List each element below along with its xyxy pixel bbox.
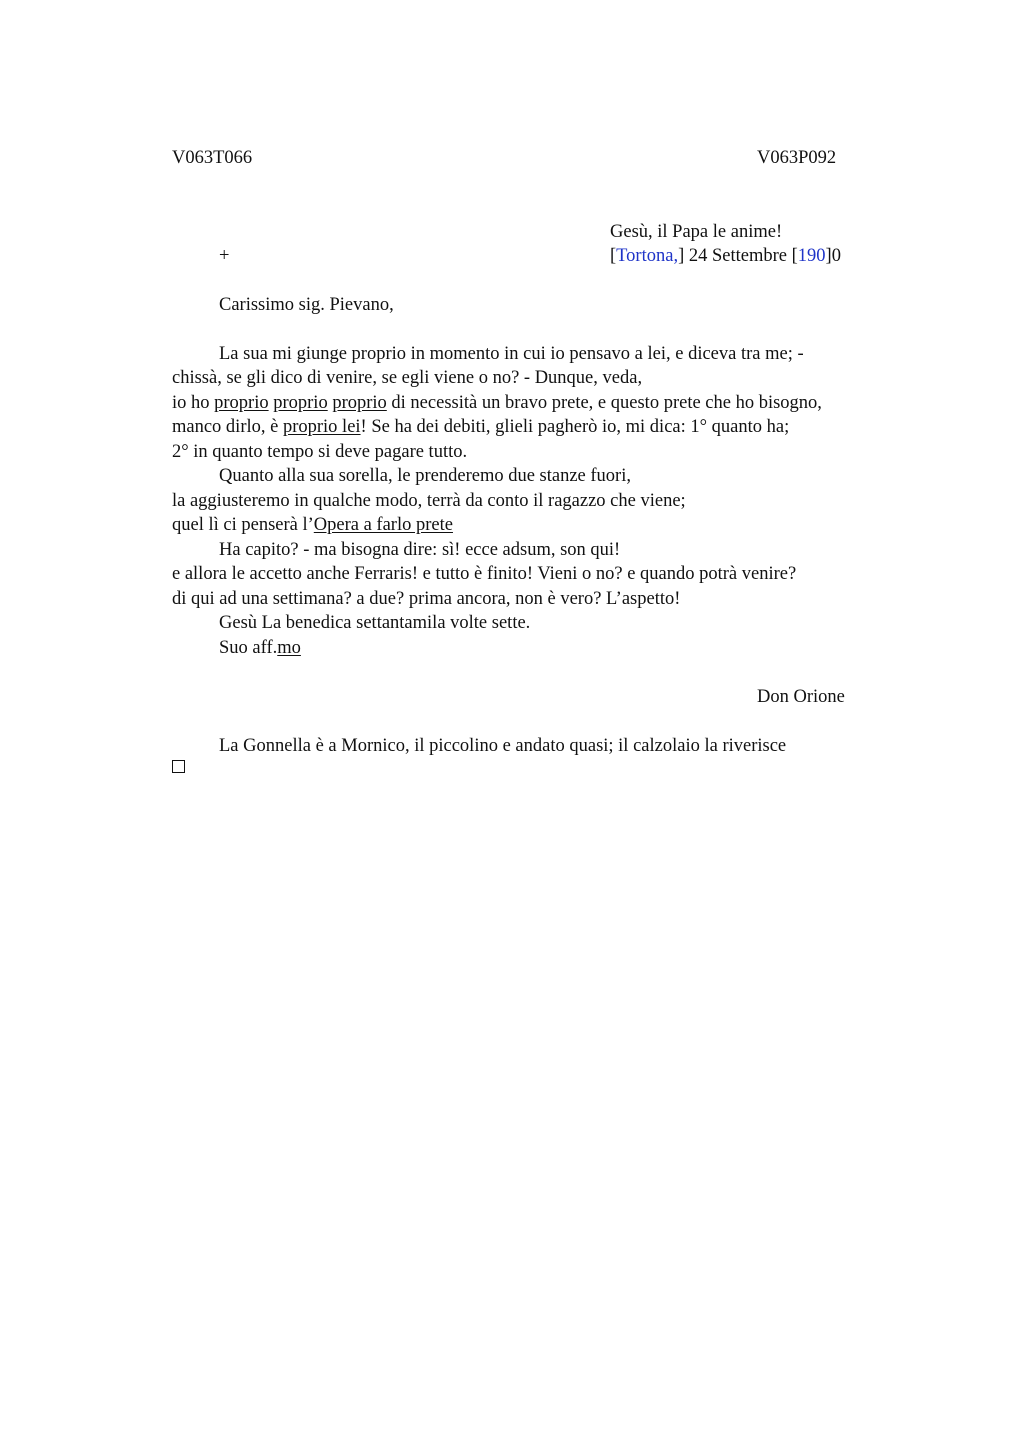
body-line xyxy=(172,391,822,416)
body-line xyxy=(172,513,453,538)
underlined-word: proprio xyxy=(332,393,387,413)
bracket: [ xyxy=(791,246,798,266)
body-line: e allora le accetto anche Ferraris! e tutto è finito! Vieni o no? e quando potrà venire? xyxy=(172,564,797,584)
document-code-right: V063P092 xyxy=(757,148,837,168)
closing xyxy=(219,636,301,661)
body-line: la aggiusteremo in qualche modo, terrà da conto il ragazzo che viene; xyxy=(172,491,686,511)
body-line: Gesù La benedica settantamila volte sette. xyxy=(219,613,531,633)
date-text: ] 24 Settembre xyxy=(678,246,792,266)
text-run: Suo aff. xyxy=(219,638,278,658)
body-line: Quanto alla sua sorella, le prenderemo due stanze fuori, xyxy=(219,466,631,486)
underlined-word: proprio xyxy=(273,393,328,413)
place-editorial: Tortona, xyxy=(616,246,679,266)
body-line: Ha capito? - ma bisogna dire: sì! ecce adsum, son qui! xyxy=(219,540,621,560)
dateline xyxy=(610,244,841,269)
body-line: di qui ad una settimana? a due? prima ancora, non è vero? L’aspetto! xyxy=(172,589,681,609)
document-code-left: V063T066 xyxy=(172,148,253,168)
underlined-abbrev: mo xyxy=(277,638,301,658)
year-editorial: 190 xyxy=(797,246,826,266)
year-end: ]0 xyxy=(825,246,841,266)
text-run: ! Se ha dei debiti, glieli pagherò io, mi dica: 1° quanto ha; xyxy=(360,417,790,437)
salutation: Carissimo sig. Pievano, xyxy=(219,295,394,315)
underlined-phrase: proprio lei xyxy=(282,417,361,437)
body-line: 2° in quanto tempo si deve pagare tutto. xyxy=(172,442,468,462)
text-run: quel lì ci penserà l’ xyxy=(172,515,314,535)
text-run: di necessità un bravo prete, e questo prete che ho bisogno, xyxy=(386,393,822,413)
text-run: io ho xyxy=(172,393,215,413)
motto: Gesù, il Papa le anime! xyxy=(610,222,783,242)
signature: Don Orione xyxy=(757,687,845,707)
underlined-word: proprio xyxy=(214,393,269,413)
text-run: manco dirlo, è xyxy=(172,417,283,437)
cross-mark: + xyxy=(219,246,230,266)
body-line: chissà, se gli dico di venire, se egli viene o no? - Dunque, veda, xyxy=(172,368,643,388)
underlined-phrase: Opera a farlo prete xyxy=(313,515,453,535)
checkbox-square xyxy=(172,760,185,773)
postscript: La Gonnella è a Mornico, il piccolino e andato quasi; il calzolaio la riverisce xyxy=(219,736,787,756)
body-line xyxy=(172,415,789,440)
body-line: La sua mi giunge proprio in momento in cui io pensavo a lei, e diceva tra me; - xyxy=(219,344,804,364)
bracket: [ xyxy=(610,246,617,266)
